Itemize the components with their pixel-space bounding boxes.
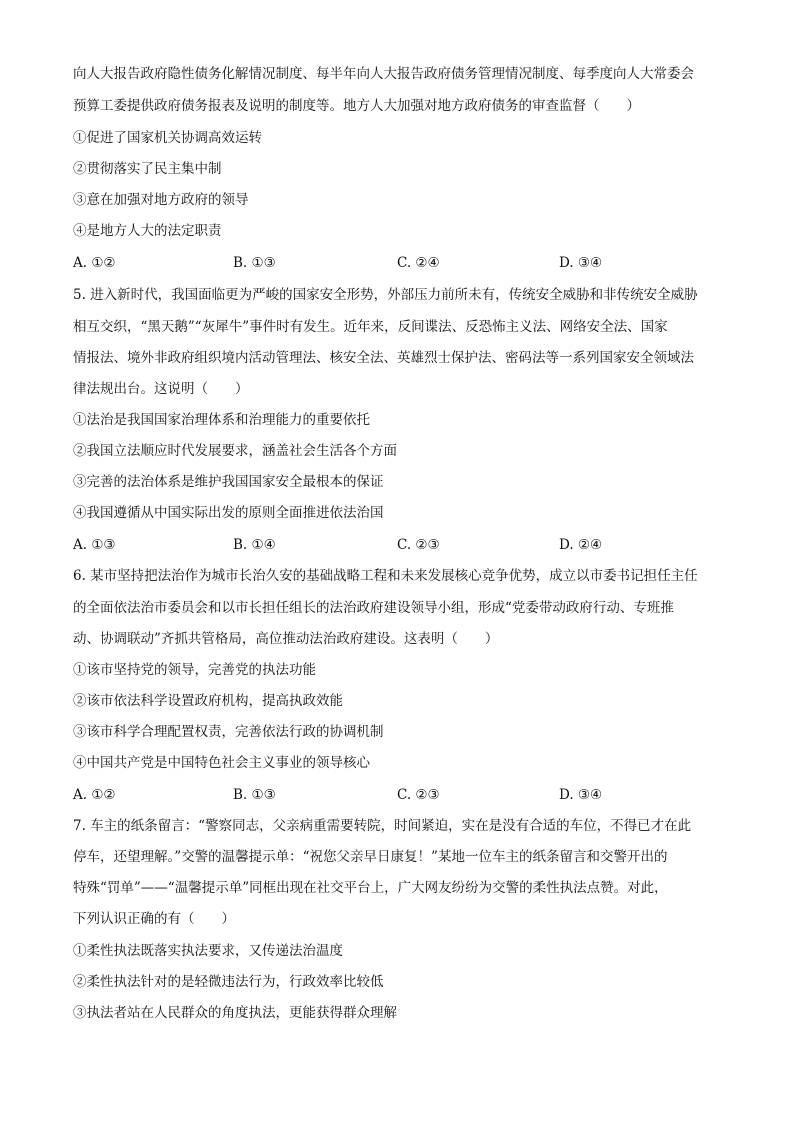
q6-statement-3: ③该市科学合理配置权责，完善依法行政的协调机制 — [73, 724, 384, 740]
intro-statement-4: ④是地方人大的法定职责 — [73, 223, 222, 239]
q5-option-c[interactable]: C. ②③ — [397, 537, 440, 553]
q6-option-c[interactable]: C. ②③ — [397, 787, 440, 803]
q6-statement-1: ①该市坚持党的领导，完善党的执法功能 — [73, 662, 316, 678]
q5-statement-2: ②我国立法顺应时代发展要求，涵盖社会生活各个方面 — [73, 443, 397, 459]
intro-option-a[interactable]: A. ①② — [73, 255, 116, 271]
intro-statement-2: ②贯彻落实了民主集中制 — [73, 161, 222, 177]
q6-option-b[interactable]: B. ①③ — [233, 787, 276, 803]
q5-line-4: 律法规出台。这说明（ ） — [73, 381, 249, 397]
q7-line-3: 特殊“罚单”——“温馨提示单”同框出现在社交平台上，广大网友纷纷为交警的柔性执法点赞。对此， — [73, 880, 668, 896]
q5-line-3: 情报法、境外非政府组织境内活动管理法、核安全法、英雄烈士保护法、密码法等一系列国家安全领域法 — [73, 350, 694, 366]
intro-options — [73, 253, 733, 273]
q7-statement-3: ③执法者站在人民群众的角度执法，更能获得群众理解 — [73, 1005, 397, 1021]
q7-line-4: 下列认识正确的有（ ） — [73, 911, 235, 927]
q5-line-1: 5. 进入新时代，我国面临更为严峻的国家安全形势，外部压力前所未有，传统安全威胁和非传统安全威胁 — [73, 287, 698, 303]
q6-options — [73, 785, 733, 805]
q6-line-1: 6. 某市坚持把法治作为城市长治久安的基础战略工程和未来发展核心竞争优势，成立以市委书记担任主任 — [73, 568, 698, 584]
q6-line-3: 动、协调联动”齐抓共管格局，高位推动法治政府建设。这表明（ ） — [73, 631, 499, 647]
intro-option-c[interactable]: C. ②④ — [397, 255, 440, 271]
q7-statement-1: ①柔性执法既落实执法要求，又传递法治温度 — [73, 943, 343, 959]
q5-options — [73, 535, 733, 555]
intro-line-1: 向人大报告政府隐性债务化解情况制度、每半年向人大报告政府债务管理情况制度、每季度向人大常委会 — [73, 66, 694, 82]
q5-option-d[interactable]: D. ②④ — [559, 537, 603, 553]
q5-statement-4: ④我国遵循从中国实际出发的原则全面推进依法治国 — [73, 505, 384, 521]
intro-statement-1: ①促进了国家机关协调高效运转 — [73, 130, 262, 146]
q5-line-2: 相互交织，“黑天鹅”“灰犀牛”事件时有发生。近年来，反间谍法、反恐怖主义法、网络安全法、国家 — [73, 319, 668, 335]
q5-option-b[interactable]: B. ①④ — [233, 537, 276, 553]
q6-statement-4: ④中国共产党是中国特色社会主义事业的领导核心 — [73, 755, 370, 771]
q7-statement-2: ②柔性执法针对的是轻微违法行为，行政效率比较低 — [73, 974, 384, 990]
q7-line-1: 7. 车主的纸条留言：“警察同志，父亲病重需要转院，时间紧迫，实在是没有合适的车位，不得已才在此 — [73, 818, 692, 834]
q6-statement-2: ②该市依法科学设置政府机构，提高执政效能 — [73, 693, 343, 709]
q7-line-2: 停车，还望理解。”交警的温馨提示单：“祝您父亲早日康复！”某地一位车主的纸条留言和交警开出的 — [73, 849, 668, 865]
q6-option-a[interactable]: A. ①② — [73, 787, 116, 803]
q5-statement-1: ①法治是我国国家治理体系和治理能力的重要依托 — [73, 412, 370, 428]
intro-statement-3: ③意在加强对地方政府的领导 — [73, 192, 249, 208]
q6-option-d[interactable]: D. ③④ — [559, 787, 603, 803]
q6-line-2: 的全面依法治市委员会和以市长担任组长的法治政府建设领导小组，形成“党委带动政府行动、专班推 — [73, 600, 674, 616]
intro-line-2: 预算工委提供政府债务报表及说明的制度等。地方人大加强对地方政府债务的审查监督（ ） — [73, 98, 640, 114]
q5-option-a[interactable]: A. ①③ — [73, 537, 116, 553]
intro-option-b[interactable]: B. ①③ — [233, 255, 276, 271]
q5-statement-3: ③完善的法治体系是维护我国国家安全最根本的保证 — [73, 474, 384, 490]
intro-option-d[interactable]: D. ③④ — [559, 255, 603, 271]
